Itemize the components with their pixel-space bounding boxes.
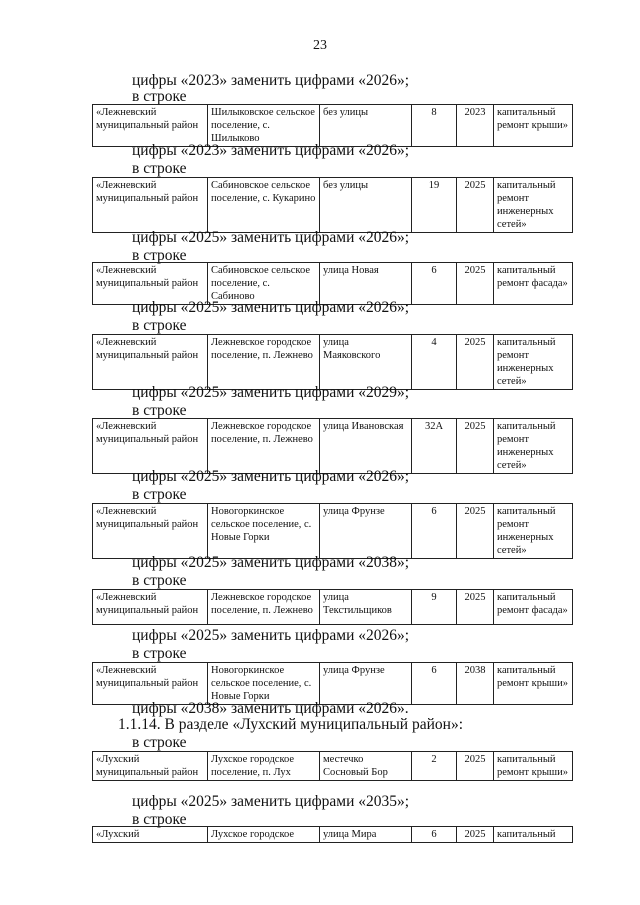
year-cell: 2025: [457, 419, 494, 474]
house-number-cell: 6: [412, 263, 457, 305]
district-cell: «Лежневский муниципальный район: [93, 335, 208, 390]
settlement-cell: Сабиновское сельское поселение, с. Сабиново: [208, 263, 320, 305]
year-cell: 2025: [457, 752, 494, 781]
instruction-text: цифры «2025» заменить цифрами «2029»;: [132, 384, 410, 401]
settlement-cell: Шилыковское сельское поселение, с. Шилыково: [208, 105, 320, 147]
work-type-cell: капитальный ремонт инженерных сетей»: [494, 419, 573, 474]
year-cell: 2025: [457, 504, 494, 559]
district-cell: «Лухский: [93, 827, 208, 843]
table-row: [92, 751, 573, 781]
settlement-cell: Лежневское городское поселение, п. Лежнево: [208, 335, 320, 390]
year-cell: 2025: [457, 827, 494, 843]
street-cell: улица Мира: [320, 827, 412, 843]
instruction-text: цифры «2025» заменить цифрами «2026»;: [132, 627, 410, 644]
table-row: [92, 503, 573, 559]
year-cell: 2025: [457, 178, 494, 233]
instruction-text: цифры «2025» заменить цифрами «2026»;: [132, 229, 410, 246]
street-cell: без улицы: [320, 105, 412, 147]
house-number-cell: 2: [412, 752, 457, 781]
house-number-cell: 6: [412, 504, 457, 559]
phrase-in-row: в строке: [132, 247, 187, 264]
phrase-in-row: в строке: [132, 317, 187, 334]
year-cell: 2025: [457, 590, 494, 625]
settlement-cell: Сабиновское сельское поселение, с. Кукарино: [208, 178, 320, 233]
year-cell: 2025: [457, 263, 494, 305]
table-row: [92, 334, 573, 390]
district-cell: «Лежневский муниципальный район: [93, 419, 208, 474]
house-number-cell: 32А: [412, 419, 457, 474]
instruction-text: цифры «2025» заменить цифрами «2035»;: [132, 793, 410, 810]
instruction-text: цифры «2025» заменить цифрами «2026»;: [132, 468, 410, 485]
settlement-cell: Лежневское городское поселение, п. Лежнево: [208, 419, 320, 474]
work-type-cell: капитальный ремонт крыши»: [494, 105, 573, 147]
street-cell: улица Новая: [320, 263, 412, 305]
work-type-cell: капитальный ремонт крыши»: [494, 752, 573, 781]
district-cell: «Лежневский муниципальный район: [93, 504, 208, 559]
instruction-text: цифры «2038» заменить цифрами «2026».: [132, 700, 409, 717]
work-type-cell: капитальный ремонт инженерных сетей»: [494, 178, 573, 233]
street-cell: местечко Сосновый Бор: [320, 752, 412, 781]
street-cell: улица Фрунзе: [320, 504, 412, 559]
table-row: [92, 662, 573, 705]
instruction-text: 1.1.14. В разделе «Лухский муниципальный район»:: [118, 716, 464, 733]
phrase-in-row: в строке: [132, 645, 187, 662]
year-cell: 2025: [457, 335, 494, 390]
street-cell: улица Ивановская: [320, 419, 412, 474]
year-cell: 2023: [457, 105, 494, 147]
instruction-text: цифры «2023» заменить цифрами «2026»;: [132, 142, 410, 159]
settlement-cell: Лежневское городское поселение, п. Лежнево: [208, 590, 320, 625]
street-cell: улица Текстильщиков: [320, 590, 412, 625]
settlement-cell: Лухское городское: [208, 827, 320, 843]
house-number-cell: 6: [412, 663, 457, 705]
phrase-in-row: в строке: [132, 486, 187, 503]
house-number-cell: 4: [412, 335, 457, 390]
table-row: [92, 589, 573, 625]
year-cell: 2038: [457, 663, 494, 705]
settlement-cell: Новогоркинское сельское поселение, с. Новые Горки: [208, 504, 320, 559]
phrase-in-row: в строке: [132, 402, 187, 419]
work-type-cell: капитальный ремонт инженерных сетей»: [494, 504, 573, 559]
work-type-cell: капитальный: [494, 827, 573, 843]
street-cell: без улицы: [320, 178, 412, 233]
settlement-cell: Новогоркинское сельское поселение, с. Новые Горки: [208, 663, 320, 705]
district-cell: «Лежневский муниципальный район: [93, 663, 208, 705]
table-row: [92, 177, 573, 233]
district-cell: «Лежневский муниципальный район: [93, 178, 208, 233]
settlement-cell: Лухское городское поселение, п. Лух: [208, 752, 320, 781]
phrase-in-row: в строке: [132, 734, 187, 751]
phrase-in-row: в строке: [132, 572, 187, 589]
phrase-in-row: в строке: [132, 811, 187, 828]
street-cell: улица Фрунзе: [320, 663, 412, 705]
house-number-cell: 19: [412, 178, 457, 233]
page-number: 23: [313, 38, 327, 53]
instruction-text: цифры «2023» заменить цифрами «2026»;: [132, 72, 410, 89]
district-cell: «Лежневский муниципальный район: [93, 590, 208, 625]
table-row: [92, 418, 573, 474]
house-number-cell: 9: [412, 590, 457, 625]
district-cell: «Лежневский муниципальный район: [93, 263, 208, 305]
phrase-in-row: в строке: [132, 88, 187, 105]
district-cell: «Лухский муниципальный район: [93, 752, 208, 781]
work-type-cell: капитальный ремонт фасада»: [494, 263, 573, 305]
street-cell: улица Маяковского: [320, 335, 412, 390]
house-number-cell: 6: [412, 827, 457, 843]
table-row: [92, 104, 573, 147]
district-cell: «Лежневский муниципальный район: [93, 105, 208, 147]
work-type-cell: капитальный ремонт крыши»: [494, 663, 573, 705]
work-type-cell: капитальный ремонт инженерных сетей»: [494, 335, 573, 390]
phrase-in-row: в строке: [132, 160, 187, 177]
table-row: [92, 826, 573, 843]
instruction-text: цифры «2025» заменить цифрами «2038»;: [132, 554, 410, 571]
work-type-cell: капитальный ремонт фасада»: [494, 590, 573, 625]
instruction-text: цифры «2025» заменить цифрами «2026»;: [132, 299, 410, 316]
house-number-cell: 8: [412, 105, 457, 147]
